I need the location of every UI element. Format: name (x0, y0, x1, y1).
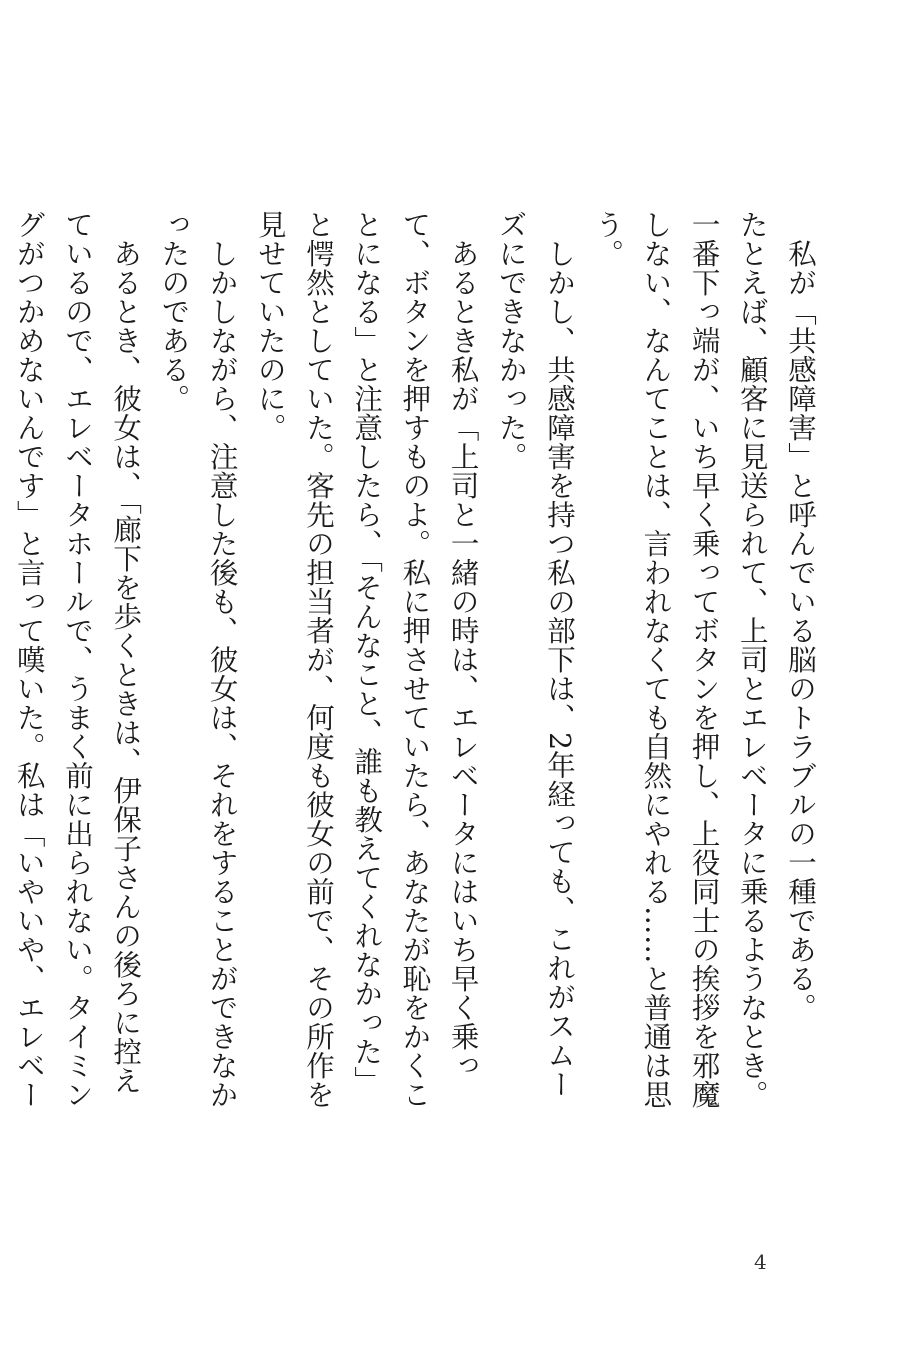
paragraph-3: しかし、共感障害を持つ私の部下は、2年経っても、これがスムーズにできなかった。 (494, 210, 576, 1099)
page-number: 4 (754, 1250, 767, 1274)
vertical-text-body (0, 210, 824, 1120)
paragraph-4: あるとき私が「上司と一緒の時は、エレベータにはいち早く乗って、ボタンを押すものよ。私に押させていたら、あなたが恥をかくことになる」と注意したら、「そんなこと、誰も教えてくれなかった」と愕然としていた。客先の担当者が、何度も彼女の前で、その所作を見せていたのに。 (253, 210, 480, 1109)
paragraph-1: 私が「共感障害」と呼んでいる脳のトラブルの一種である。 (784, 238, 817, 1022)
paragraph-2: たとえば、顧客に見送られて、上司とエレベータに乗るようなとき。一番下っ端が、いち早く乗ってボタンを押し、上役同士の挨拶を邪魔しない、なんてことは、言われなくても自然にやれる……と普通は思う。 (591, 210, 769, 1109)
paragraph-6: あるとき、彼女は、「廊下を歩くときは、伊保子さんの後ろに控えているので、エレベータホールで、うまく前に出られない。タイミングがつかめないんです」と言って嘆いた。私は「いやいや、エレベー (12, 210, 143, 1109)
paragraph-5: しかしながら、注意した後も、彼女は、それをすることができなかったのである。 (157, 210, 239, 1109)
